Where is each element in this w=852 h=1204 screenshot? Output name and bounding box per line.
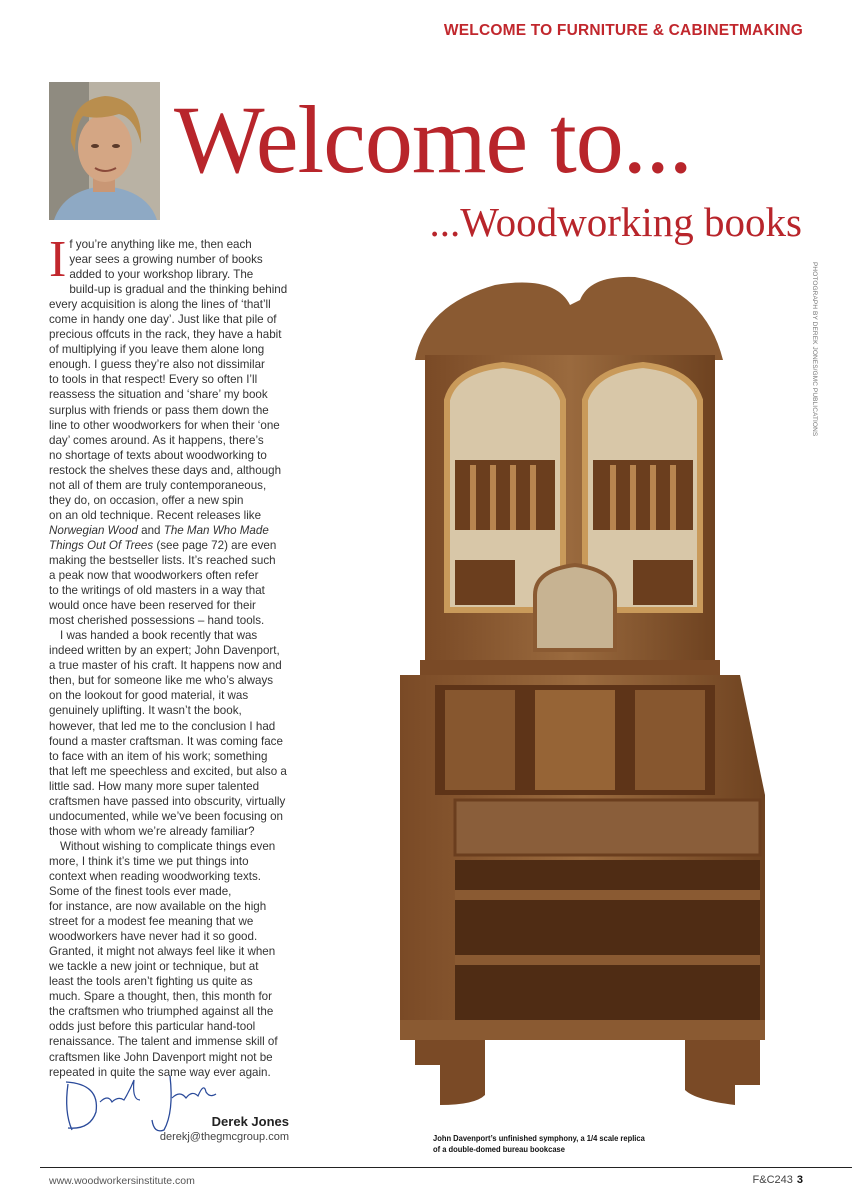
article-line: we tackle a new joint or technique, but at bbox=[49, 960, 259, 974]
article-line: the craftsmen who triumphed against all the bbox=[49, 1005, 274, 1019]
issue-number: F&C243 bbox=[752, 1174, 793, 1186]
article-line: Some of the finest tools ever made, bbox=[49, 885, 232, 899]
article-line: precious offcuts in the rack, they have a habit bbox=[49, 328, 282, 342]
article-line: year sees a growing number of books bbox=[69, 253, 263, 267]
page-title: Welcome to... bbox=[174, 86, 692, 193]
article-line: on the lookout for good material, it was bbox=[49, 689, 249, 703]
article-line: craftsmen have passed into obscurity, virtually bbox=[49, 794, 286, 808]
author-name: Derek Jones bbox=[211, 1114, 289, 1129]
article-line: of multiplying if you leave them alone long bbox=[49, 343, 265, 357]
article-line: build-up is gradual and the thinking behind bbox=[69, 283, 288, 297]
article-line: craftsmen like John Davenport might not be bbox=[49, 1050, 273, 1064]
article-line bbox=[49, 538, 299, 553]
article-line: renaissance. The talent and immense skill of bbox=[49, 1035, 278, 1049]
article-line: street for a modest fee meaning that we bbox=[49, 915, 254, 929]
caption-line: John Davenport’s unfinished symphony, a 1/4 scale replica bbox=[433, 1133, 645, 1143]
article-line: much. Spare a thought, then, this month for bbox=[49, 990, 272, 1004]
photo-caption bbox=[433, 1133, 662, 1155]
article-line: a peak now that woodworkers often refer bbox=[49, 569, 259, 583]
article-line: for instance, are now available on the high bbox=[49, 900, 267, 914]
article-line: undocumented, while we’ve been focusing on bbox=[49, 809, 283, 823]
article-line: indeed written by an expert; John Davenport, bbox=[49, 644, 280, 658]
article-line: found a master craftsman. It was coming face bbox=[49, 734, 283, 748]
article-line: on an old technique. Recent releases like bbox=[49, 508, 262, 522]
article-line: to face with an item of his work; something bbox=[49, 749, 268, 763]
article-line: to the writings of old masters in a way that bbox=[49, 584, 265, 598]
article-line: I was handed a book recently that was bbox=[60, 629, 258, 643]
article-line: every acquisition is along the lines of ‘that’ll bbox=[49, 298, 271, 312]
article-line: more, I think it’s time we put things into bbox=[49, 854, 249, 868]
bureau-bookcase-photo bbox=[385, 265, 785, 1115]
article-line: genuinely uplifting. It wasn’t the book, bbox=[49, 704, 242, 718]
article-line: enough. I guess they’re also not dissimilar bbox=[49, 358, 265, 372]
author-email[interactable]: derekj@thegmcgroup.com bbox=[159, 1131, 289, 1143]
page-subtitle: ...Woodworking books bbox=[429, 199, 802, 245]
article-line: surplus with friends or pass them down the bbox=[49, 403, 269, 417]
article-line: then, but for someone like me who’s always bbox=[49, 674, 274, 688]
article-line: no shortage of texts about woodworking to bbox=[49, 448, 267, 462]
article-line: to tools in that respect! Every so often I’ll bbox=[49, 373, 258, 387]
article-line: that left me speechless and excited, but also a bbox=[49, 764, 287, 778]
photo-credit: PHOTOGRAPH BY DEREK JONES/GMC PUBLICATIONS bbox=[811, 262, 818, 437]
article-line: context when reading woodworking texts. bbox=[49, 869, 262, 883]
book-title: Things Out Of Trees bbox=[49, 538, 154, 552]
book-title: Norwegian Wood bbox=[49, 523, 138, 537]
text-segment: (see page 72) are even bbox=[153, 538, 277, 552]
article-line: come in handy one day’. Just like that pile of bbox=[49, 313, 277, 327]
article-line: Without wishing to complicate things even bbox=[60, 839, 276, 853]
article-line: repeated in quite the same way ever again. bbox=[49, 1065, 271, 1079]
article-line: they do, on occasion, offer a new spin bbox=[49, 493, 244, 507]
article-line: those with whom we’re already familiar? bbox=[49, 824, 255, 838]
article-line: making the bestseller lists. It’s reached such bbox=[49, 553, 276, 567]
article-line: odds just before this particular hand-tool bbox=[49, 1020, 256, 1034]
article-line: line to other woodworkers for when their ‘one bbox=[49, 418, 280, 432]
article-line: woodworkers have never had it so good. bbox=[49, 930, 258, 944]
section-header: WELCOME TO FURNITURE & CABINETMAKING bbox=[443, 22, 803, 39]
drop-cap: I bbox=[49, 231, 67, 288]
article-line: least the tools aren’t fighting us quite as bbox=[49, 975, 253, 989]
article-line: day’ comes around. As it happens, there’s bbox=[49, 433, 264, 447]
article-line: a true master of his craft. It happens now and bbox=[49, 659, 282, 673]
author-portrait bbox=[49, 82, 160, 220]
caption-line: of a double-domed bureau bookcase bbox=[433, 1144, 565, 1154]
footer-divider bbox=[40, 1167, 852, 1168]
article-line: f you’re anything like me, then each bbox=[69, 238, 252, 251]
article-line: not all of them are truly contemporaneous, bbox=[49, 478, 267, 492]
article-line: would once have been reserved for their bbox=[49, 599, 256, 613]
article-body bbox=[49, 231, 299, 1080]
article-line: restock the shelves these days and, although bbox=[49, 463, 282, 477]
article-line: however, that led me to the conclusion I had bbox=[49, 719, 276, 733]
article-line: little sad. How many more super talented bbox=[49, 779, 260, 793]
footer-page-info bbox=[753, 1174, 803, 1186]
article-line bbox=[49, 523, 299, 538]
article-line: Granted, it might not always feel like it when bbox=[49, 945, 276, 959]
page-number: 3 bbox=[796, 1174, 803, 1186]
text-segment: and bbox=[137, 523, 164, 537]
article-line: added to your workshop library. The bbox=[69, 268, 254, 282]
book-title: The Man Who Made bbox=[163, 523, 269, 537]
article-line: reassess the situation and ‘share’ my book bbox=[49, 388, 268, 402]
footer-url[interactable]: www.woodworkersinstitute.com bbox=[49, 1175, 195, 1187]
author-signature bbox=[60, 1072, 220, 1134]
article-line: most cherished possessions – hand tools. bbox=[49, 614, 265, 628]
